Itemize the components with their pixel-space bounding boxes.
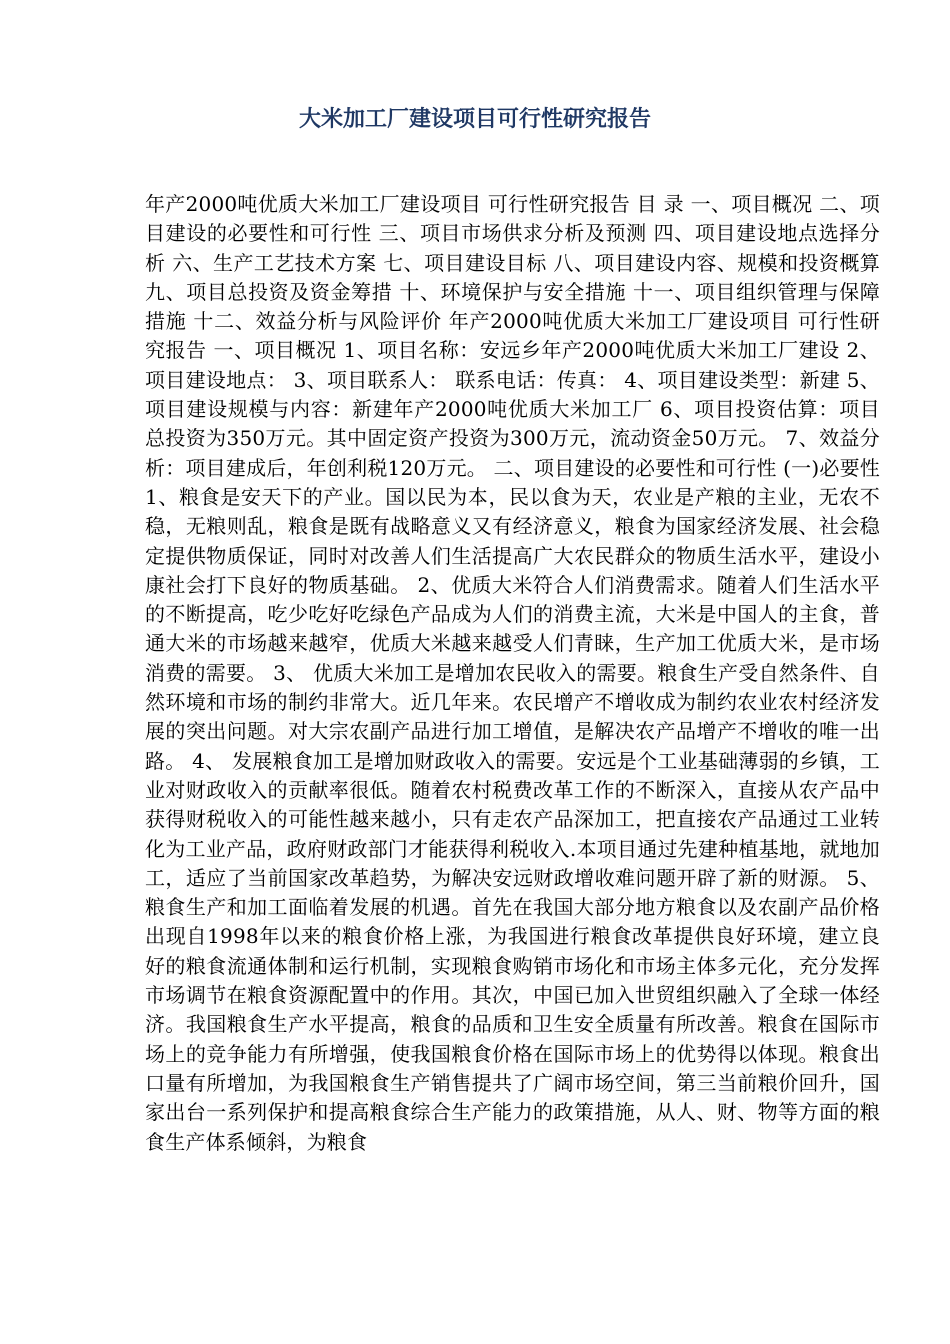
body-paragraph: 年产2000吨优质大米加工厂建设项目 可行性研究报告 目 录 一、项目概况 二、项目建设的必要性和可行性 三、项目市场供求分析及预测 四、项目建设地点选择分析 六、生产工艺技术方案 七、项目建设目标 八、项目建设内容、规模和投资概算 九、项目总投资及资金筹措 十、环境保护与安全措施 十一、项目组织管理与保障措施 十二、效益分析与风险评价 年产2000吨优质大米加工厂建设项目 可行性研究报告 一、项目概况 1、项目名称：安远乡年产2000吨优质大米加工厂建设 2、项目建设地点： 3、项目联系人： 联系电话：传真： 4、项目建设类型：新建 5、项目建设规模与内容：新建年产2000吨优质大米加工厂 6、项目投资估算：项目总投资为350万元。其中固定资产投资为300万元，流动资金50万元。 7、效益分析：项目建成后，年创利税120万元。 二、项目建设的必要性和可行性 (一)必要性 1、粮食是安天下的产业。国以民为本，民以食为天，农业是产粮的主业，无农不稳，无粮则乱，粮食是既有战略意义又有经济意义，粮食为国家经济发展、社会稳定提供物质保证，同时对改善人们生活提高广大农民群众的物质生活水平，建设小康社会打下良好的物质基础。 2、优质大米符合人们消费需求。随着人们生活水平的不断提高，吃少吃好吃绿色产品成为人们的消费主流，大米是中国人的主食，普通大米的市场越来越窄，优质大米越来越受人们青睐，生产加工优质大米，是市场消费的需要。 3、 优质大米加工是增加农民收入的需要。粮食生产受自然条件、自然环境和市场的制约非常大。近几年来。农民增产不增收成为制约农业农村经济发展的突出问题。对大宗农副产品进行加工增值，是解决农产品增产不增收的唯一出路。 4、 发展粮食加工是增加财政收入的需要。安远是个工业基础薄弱的乡镇，工业对财政收入的贡献率很低。随着农村税费改革工作的不断深入，直接从农产品中获得财税收入的可能性越来越小，只有走农产品深加工，把直接农产品通过工业转化为工业产品，政府财政部门才能获得利税收入.本项目通过先建种植基地，就地加工，适应了当前国家改革趋势，为解决安远财政增收难问题开辟了新的财源。 5、 粮食生产和加工面临着发展的机遇。首先在我国大部分地方粮食以及农副产品价格出现自1998年以来的粮食价格上涨，为我国进行粮食改革提供良好环境，建立良好的粮食流通体制和运行机制，实现粮食购销市场化和市场主体多元化，充分发挥市场调节在粮食资源配置中的作用。其次，中国已加入世贸组织融入了全球一体经济。我国粮食生产水平提高，粮食的品质和卫生安全质量有所改善。粮食在国际市场上的竞争能力有所增强，使我国粮食价格在国际市场上的优势得以体现。粮食出口量有所增加，为我国粮食生产销售提共了广阔市场空间，第三当前粮价回升，国家出台一系列保护和提高粮食综合生产能力的政策措施，从人、财、物等方面的粮食生产体系倾斜，为粮食 <box>145 192 880 1154</box>
page-title: 大米加工厂建设项目可行性研究报告 <box>298 106 651 132</box>
